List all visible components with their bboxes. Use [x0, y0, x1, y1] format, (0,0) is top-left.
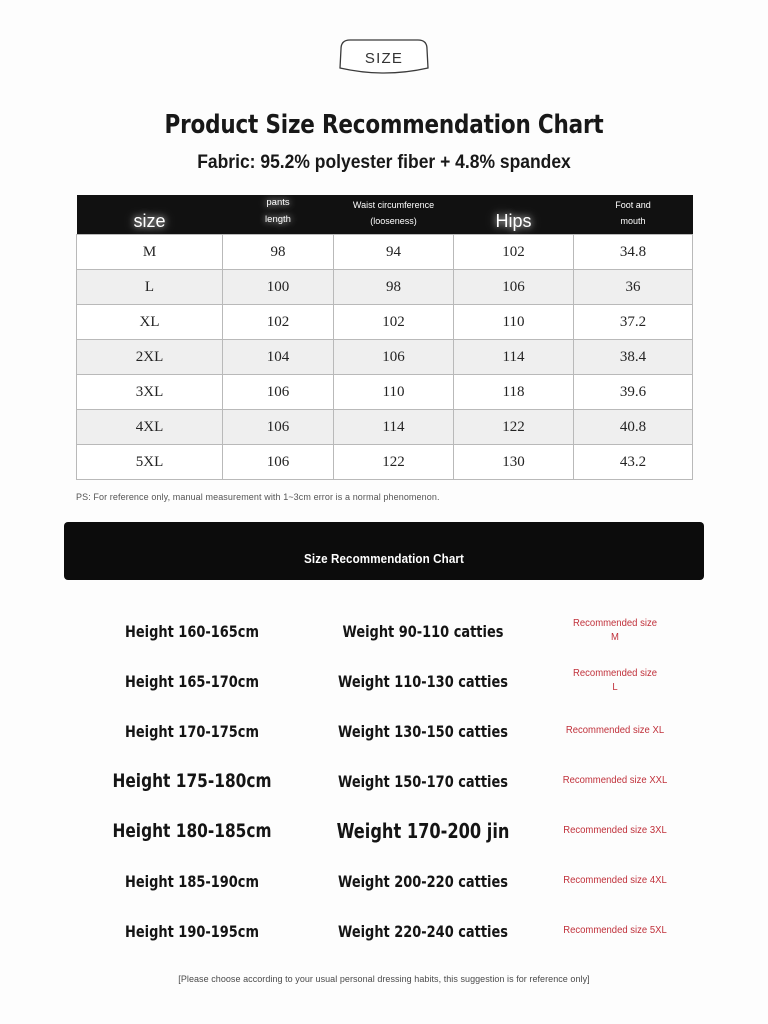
recommendation-weight: Weight 110-130 catties	[338, 671, 508, 691]
recommendation-size-line1: Recommended size 3XL	[563, 824, 667, 836]
size-table-header	[77, 195, 693, 235]
recommendation-banner-title: Size Recommendation Chart	[304, 552, 464, 566]
recommendation-size-badge	[542, 824, 688, 839]
table-header-row	[77, 195, 693, 235]
column-header-waist	[334, 195, 454, 235]
column-header-hips	[454, 195, 574, 235]
recommendation-list	[76, 606, 692, 956]
table-cell-pants-length: 104	[223, 340, 334, 375]
recommendation-height: Height 175-180cm	[112, 770, 272, 792]
recommendation-height: Height 185-190cm	[125, 871, 259, 891]
column-header-foot-mouth	[574, 195, 693, 235]
table-cell-hips: 102	[454, 235, 574, 270]
recommendation-row	[76, 806, 692, 856]
recommendation-size-badge	[542, 924, 688, 939]
recommendation-size-line1: Recommended size	[573, 617, 657, 629]
recommendation-weight: Weight 130-150 catties	[338, 721, 508, 741]
table-cell-waist: 106	[334, 340, 454, 375]
column-header-size-label: size	[133, 211, 166, 232]
table-cell-hips: 118	[454, 375, 574, 410]
recommendation-size-badge	[542, 667, 688, 696]
size-badge-label: SIZE	[364, 49, 404, 67]
recommendation-row	[76, 856, 692, 906]
size-badge-container	[0, 0, 768, 78]
recommendation-height: Height 180-185cm	[112, 820, 272, 842]
recommendation-row	[76, 656, 692, 706]
table-row	[77, 340, 693, 375]
table-cell-size: 3XL	[77, 375, 223, 410]
recommendation-weight: Weight 200-220 catties	[338, 871, 508, 891]
ps-note: PS: For reference only, manual measurement with 1~3cm error is a normal phenomenon.	[76, 492, 440, 502]
table-cell-size: M	[77, 235, 223, 270]
table-cell-waist: 114	[334, 410, 454, 445]
recommendation-size-line1: Recommended size XL	[565, 724, 665, 736]
column-header-waist-line1: Waist circumference	[352, 199, 435, 210]
column-header-hips-label: Hips	[495, 211, 532, 232]
recommendation-weight: Weight 170-200 jin	[336, 819, 510, 843]
size-table-body	[77, 235, 693, 480]
table-cell-size: 4XL	[77, 410, 223, 445]
fabric-subtitle: Fabric: 95.2% polyester fiber + 4.8% spandex	[197, 152, 571, 173]
table-cell-foot-mouth: 43.2	[574, 445, 693, 480]
recommendation-row	[76, 756, 692, 806]
table-cell-size: XL	[77, 305, 223, 340]
column-header-pants-length	[223, 195, 334, 235]
recommendation-weight: Weight 220-240 catties	[338, 921, 508, 941]
recommendation-height: Height 160-165cm	[125, 621, 259, 641]
column-header-foot-mouth-line2: mouth	[620, 215, 646, 226]
recommendation-row	[76, 706, 692, 756]
recommendation-row	[76, 606, 692, 656]
table-row	[77, 235, 693, 270]
table-cell-pants-length: 100	[223, 270, 334, 305]
size-table-container	[76, 195, 692, 480]
recommendation-banner	[64, 522, 704, 580]
table-row	[77, 270, 693, 305]
recommendation-size-badge	[542, 874, 688, 889]
table-cell-waist: 94	[334, 235, 454, 270]
table-cell-pants-length: 106	[223, 375, 334, 410]
table-cell-size: 5XL	[77, 445, 223, 480]
table-row	[77, 410, 693, 445]
footer-note: [Please choose according to your usual personal dressing habits, this suggestion is for reference only]	[178, 974, 590, 984]
table-cell-foot-mouth: 40.8	[574, 410, 693, 445]
table-cell-foot-mouth: 36	[574, 270, 693, 305]
table-cell-size: L	[77, 270, 223, 305]
recommendation-size-line1: Recommended size 4XL	[563, 874, 667, 886]
column-header-waist-line2: (looseness)	[370, 215, 417, 226]
table-cell-foot-mouth: 34.8	[574, 235, 693, 270]
table-cell-hips: 114	[454, 340, 574, 375]
recommendation-height: Height 170-175cm	[125, 721, 259, 741]
recommendation-size-line1: Recommended size 5XL	[563, 924, 667, 936]
recommendation-size-badge	[542, 724, 688, 739]
table-cell-pants-length: 106	[223, 445, 334, 480]
recommendation-size-line1: Recommended size XXL	[562, 774, 668, 786]
table-cell-foot-mouth: 37.2	[574, 305, 693, 340]
table-cell-size: 2XL	[77, 340, 223, 375]
size-badge	[335, 38, 433, 78]
recommendation-weight: Weight 90-110 catties	[342, 621, 504, 641]
table-cell-hips: 130	[454, 445, 574, 480]
table-cell-pants-length: 98	[223, 235, 334, 270]
column-header-pants-length-line1: pants	[266, 197, 290, 209]
table-row	[77, 375, 693, 410]
column-header-foot-mouth-line1: Foot and	[615, 199, 651, 210]
size-table	[76, 195, 693, 480]
page-title: Product Size Recommendation Chart	[164, 110, 604, 140]
recommendation-weight: Weight 150-170 catties	[338, 771, 508, 791]
table-row	[77, 445, 693, 480]
recommendation-row	[76, 906, 692, 956]
table-cell-waist: 98	[334, 270, 454, 305]
column-header-pants-length-line2: length	[265, 214, 291, 226]
recommendation-height: Height 190-195cm	[125, 921, 259, 941]
table-cell-foot-mouth: 39.6	[574, 375, 693, 410]
recommendation-size-line2: L	[612, 682, 618, 693]
recommendation-height: Height 165-170cm	[125, 671, 259, 691]
recommendation-size-badge	[542, 617, 688, 646]
recommendation-size-line1: Recommended size	[573, 667, 657, 679]
column-header-size	[77, 195, 223, 235]
recommendation-size-line2: M	[611, 632, 619, 643]
recommendation-size-badge	[542, 774, 688, 789]
table-cell-pants-length: 106	[223, 410, 334, 445]
table-cell-hips: 106	[454, 270, 574, 305]
table-cell-waist: 110	[334, 375, 454, 410]
table-cell-hips: 122	[454, 410, 574, 445]
table-row	[77, 305, 693, 340]
table-cell-hips: 110	[454, 305, 574, 340]
table-cell-foot-mouth: 38.4	[574, 340, 693, 375]
table-cell-pants-length: 102	[223, 305, 334, 340]
table-cell-waist: 122	[334, 445, 454, 480]
table-cell-waist: 102	[334, 305, 454, 340]
